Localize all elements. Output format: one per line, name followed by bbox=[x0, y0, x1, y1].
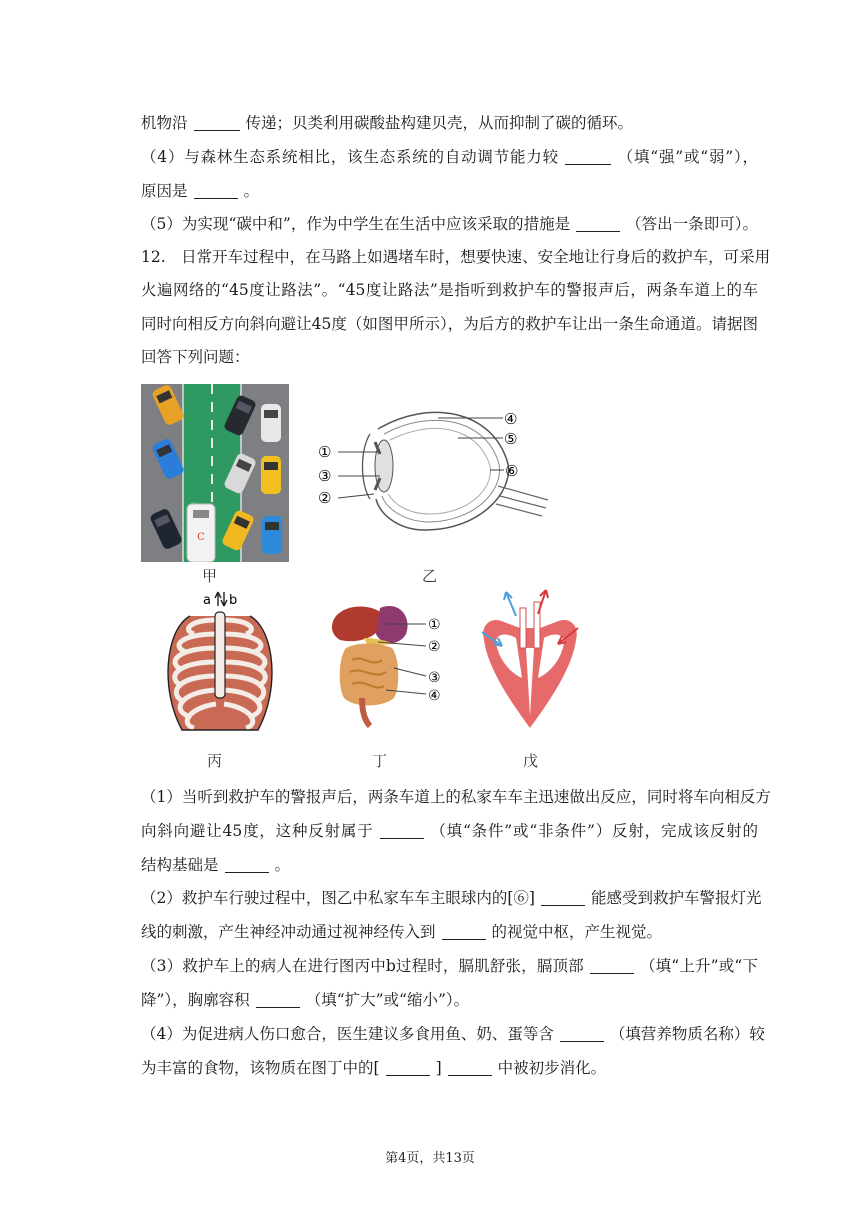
text-line-4: （5）为实现“碳中和”，作为中学生在生活中应该采取的措施是 （答出一条即可）。 bbox=[141, 215, 758, 233]
question-12-line-4: 回答下列问题： bbox=[141, 348, 250, 366]
page-footer: 第4页，共13页 bbox=[385, 1151, 475, 1166]
ding-label-1: ① bbox=[428, 617, 441, 633]
sub-question-1-line-1: （1）当听到救护车的警报声后，两条车道上的私家车车主迅速做出反应，同时将车向相反方 bbox=[141, 788, 771, 806]
figure-caption-jia: 甲 bbox=[202, 567, 218, 585]
eye-label-4: ④ bbox=[504, 410, 518, 428]
svg-text:C: C bbox=[197, 532, 205, 543]
answer-blank[interactable] bbox=[256, 991, 300, 1008]
answer-blank[interactable] bbox=[380, 822, 424, 839]
answer-blank[interactable] bbox=[448, 1059, 492, 1076]
figure-caption-wu: 戊 bbox=[523, 752, 539, 770]
digestive-system-diagram bbox=[328, 598, 450, 730]
answer-blank[interactable] bbox=[590, 957, 634, 974]
sub-question-3-line-1: （3）救护车上的病人在进行图丙中b过程时，膈肌舒张，膈顶部 （填“上升”或“下 bbox=[141, 957, 758, 975]
text-line-1: 机物沿 传递；贝类利用碳酸盐构建贝壳，从而抑制了碳的循环。 bbox=[141, 114, 634, 132]
sub-question-2-line-2: 线的刺激，产生神经冲动通过视神经传入到 的视觉中枢，产生视觉。 bbox=[141, 923, 663, 941]
label-a: a bbox=[203, 593, 211, 608]
sub-question-1-line-2: 向斜向避让45度，这种反射属于 （填“条件”或“非条件”）反射，完成该反射的 bbox=[141, 822, 758, 840]
question-12-line-2: 火遍网络的“45度让路法”。“45度让路法”是指听到救护车的警报声后，两条车道上的车 bbox=[141, 281, 758, 299]
answer-blank[interactable] bbox=[576, 215, 620, 232]
sub-question-1-line-3: 结构基础是 。 bbox=[141, 856, 291, 874]
answer-blank[interactable] bbox=[194, 114, 240, 131]
rib-cage-diagram bbox=[160, 590, 280, 740]
sub-question-4-line-1: （4）为促进病人伤口愈合，医生建议多食用鱼、奶、蛋等含 （填营养物质名称）较 bbox=[141, 1025, 765, 1043]
label-b: b bbox=[229, 593, 238, 608]
answer-blank[interactable] bbox=[442, 923, 486, 940]
text-line-3: 原因是 。 bbox=[141, 182, 260, 200]
traffic-photo bbox=[141, 384, 289, 562]
heart-diagram bbox=[476, 588, 584, 734]
ding-label-4: ④ bbox=[428, 688, 441, 704]
eye-label-5: ⑤ bbox=[504, 430, 518, 448]
question-12-line-3: 同时向相反方向斜向避让45度（如图甲所示），为后方的救护车让出一条生命通道。请据图 bbox=[141, 315, 758, 333]
answer-blank[interactable] bbox=[560, 1025, 604, 1042]
eye-label-1: ① bbox=[318, 443, 332, 461]
figure-caption-ding: 丁 bbox=[372, 752, 388, 770]
text-line-2: （4）与森林生态系统相比，该生态系统的自动调节能力较 （填“强”或“弱”）， bbox=[141, 148, 758, 166]
answer-blank[interactable] bbox=[386, 1059, 430, 1076]
answer-blank[interactable] bbox=[194, 182, 238, 199]
figure-caption-yi: 乙 bbox=[422, 567, 438, 585]
eye-label-6: ⑥ bbox=[505, 462, 519, 480]
eye-diagram bbox=[318, 404, 558, 534]
eye-label-2: ② bbox=[318, 489, 332, 507]
ambulance bbox=[187, 504, 215, 562]
sub-question-2-line-1: （2）救护车行驶过程中，图乙中私家车车主眼球内的[⑥] 能感受到救护车警报灯光 bbox=[141, 889, 762, 907]
answer-blank[interactable] bbox=[541, 889, 585, 906]
ding-label-2: ② bbox=[428, 639, 441, 655]
answer-blank[interactable] bbox=[565, 148, 611, 165]
sub-question-3-line-2: 降”），胸廓容积 （填“扩大”或“缩小”）。 bbox=[141, 991, 470, 1009]
answer-blank[interactable] bbox=[225, 856, 269, 873]
eye-label-3: ③ bbox=[318, 467, 332, 485]
sub-question-4-line-2: 为丰富的食物，该物质在图丁中的[ ] 中被初步消化。 bbox=[141, 1059, 607, 1077]
question-12-line-1: 12. 日常开车过程中，在马路上如遇堵车时，想要快速、安全地让行身后的救护车，可采用 bbox=[141, 248, 771, 266]
figure-caption-bing: 丙 bbox=[207, 752, 223, 770]
ding-label-3: ③ bbox=[428, 670, 441, 686]
